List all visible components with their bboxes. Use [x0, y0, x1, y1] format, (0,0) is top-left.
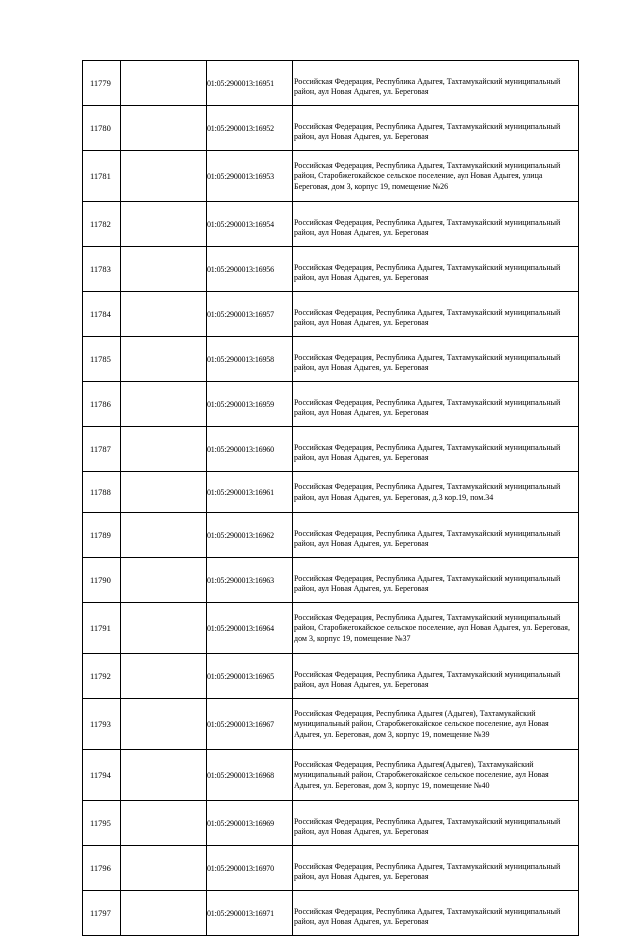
cadastral-number: 01:05:2900013:16958 — [207, 337, 293, 382]
row-number: 11792 — [83, 654, 121, 699]
row-number: 11794 — [83, 750, 121, 801]
row-number: 11779 — [83, 61, 121, 106]
registry-table — [82, 60, 579, 936]
table-row — [83, 427, 579, 472]
row-number: 11795 — [83, 801, 121, 846]
table-row — [83, 558, 579, 603]
cadastral-number: 01:05:2900013:16968 — [207, 750, 293, 801]
table-row — [83, 603, 579, 654]
empty-cell — [121, 61, 207, 106]
cadastral-number: 01:05:2900013:16956 — [207, 247, 293, 292]
empty-cell — [121, 513, 207, 558]
cadastral-number: 01:05:2900013:16960 — [207, 427, 293, 472]
empty-cell — [121, 427, 207, 472]
address: Российская Федерация, Республика Адыгея, Тахтамукайский муниципальный район, аул Новая Адыгея, ул. Береговая — [293, 801, 579, 846]
row-number: 11787 — [83, 427, 121, 472]
table-row — [83, 846, 579, 891]
empty-cell — [121, 247, 207, 292]
row-number: 11797 — [83, 891, 121, 936]
row-number: 11793 — [83, 699, 121, 750]
cadastral-number: 01:05:2900013:16962 — [207, 513, 293, 558]
address: Российская Федерация, Республика Адыгея, Тахтамукайский муниципальный район, Старобжегокайское сельское поселение, аул Новая Адыгея, ул. Береговая, дом 3, корпус 19, помещение №37 — [293, 603, 579, 654]
table-row — [83, 801, 579, 846]
empty-cell — [121, 558, 207, 603]
empty-cell — [121, 202, 207, 247]
address: Российская Федерация, Республика Адыгея, Тахтамукайский муниципальный район, аул Новая Адыгея, ул. Береговая — [293, 891, 579, 936]
cadastral-number: 01:05:2900013:16959 — [207, 382, 293, 427]
table-row — [83, 247, 579, 292]
cadastral-number: 01:05:2900013:16952 — [207, 106, 293, 151]
row-number: 11789 — [83, 513, 121, 558]
cadastral-number: 01:05:2900013:16967 — [207, 699, 293, 750]
cadastral-number: 01:05:2900013:16963 — [207, 558, 293, 603]
cadastral-number: 01:05:2900013:16971 — [207, 891, 293, 936]
empty-cell — [121, 846, 207, 891]
table-row — [83, 513, 579, 558]
address: Российская Федерация, Республика Адыгея, Тахтамукайский муниципальный район, аул Новая Адыгея, ул. Береговая — [293, 106, 579, 151]
table-row — [83, 382, 579, 427]
address: Российская Федерация, Республика Адыгея, Тахтамукайский муниципальный район, аул Новая Адыгея, ул. Береговая — [293, 337, 579, 382]
address: Российская Федерация, Республика Адыгея, Тахтамукайский муниципальный район, аул Новая Адыгея, ул. Береговая — [293, 513, 579, 558]
table-row — [83, 202, 579, 247]
table-row — [83, 61, 579, 106]
table-row — [83, 654, 579, 699]
empty-cell — [121, 292, 207, 337]
address: Российская Федерация, Республика Адыгея, Тахтамукайский муниципальный район, аул Новая Адыгея, ул. Береговая — [293, 61, 579, 106]
empty-cell — [121, 654, 207, 699]
empty-cell — [121, 699, 207, 750]
address: Российская Федерация, Республика Адыгея, Тахтамукайский муниципальный район, Старобжегокайское сельское поселение, аул Новая Адыгея, улица Береговая, дом 3, корпус 19, помещение №26 — [293, 151, 579, 202]
row-number: 11786 — [83, 382, 121, 427]
cadastral-number: 01:05:2900013:16969 — [207, 801, 293, 846]
table-row — [83, 151, 579, 202]
table-row — [83, 292, 579, 337]
table-row — [83, 750, 579, 801]
table-row — [83, 472, 579, 513]
address: Российская Федерация, Республика Адыгея, Тахтамукайский муниципальный район, аул Новая Адыгея, ул. Береговая — [293, 202, 579, 247]
row-number: 11784 — [83, 292, 121, 337]
row-number: 11781 — [83, 151, 121, 202]
empty-cell — [121, 891, 207, 936]
row-number: 11790 — [83, 558, 121, 603]
row-number: 11783 — [83, 247, 121, 292]
table-row — [83, 337, 579, 382]
empty-cell — [121, 337, 207, 382]
row-number: 11782 — [83, 202, 121, 247]
cadastral-number: 01:05:2900013:16953 — [207, 151, 293, 202]
address: Российская Федерация, Республика Адыгея, Тахтамукайский муниципальный район, аул Новая Адыгея, ул. Береговая — [293, 558, 579, 603]
address: Российская Федерация, Республика Адыгея, Тахтамукайский муниципальный район, аул Новая Адыгея, ул. Береговая — [293, 382, 579, 427]
empty-cell — [121, 106, 207, 151]
cadastral-number: 01:05:2900013:16965 — [207, 654, 293, 699]
row-number: 11785 — [83, 337, 121, 382]
row-number: 11791 — [83, 603, 121, 654]
empty-cell — [121, 472, 207, 513]
row-number: 11788 — [83, 472, 121, 513]
address: Российская Федерация, Республика Адыгея, Тахтамукайский муниципальный район, аул Новая Адыгея, ул. Береговая, д.3 кор.19, пом.34 — [293, 472, 579, 513]
table-row — [83, 891, 579, 936]
address: Российская Федерация, Республика Адыгея, Тахтамукайский муниципальный район, аул Новая Адыгея, ул. Береговая — [293, 427, 579, 472]
address: Российская Федерация, Республика Адыгея, Тахтамукайский муниципальный район, аул Новая Адыгея, ул. Береговая — [293, 292, 579, 337]
empty-cell — [121, 151, 207, 202]
address: Российская Федерация, Республика Адыгея(Адыгея), Тахтамукайский муниципальный район, Старобжегокайское сельское поселение, аул Новая Адыгея, ул. Береговая, дом 3, корпус 19, помещение №40 — [293, 750, 579, 801]
address: Российская Федерация, Республика Адыгея (Адыгея), Тахтамукайский муниципальный район, Старобжегокайское сельское поселение, аул Новая Адыгея, ул. Береговая, дом 3, корпус 19, помещение №39 — [293, 699, 579, 750]
table-row — [83, 699, 579, 750]
address: Российская Федерация, Республика Адыгея, Тахтамукайский муниципальный район, аул Новая Адыгея, ул. Береговая — [293, 846, 579, 891]
row-number: 11780 — [83, 106, 121, 151]
cadastral-number: 01:05:2900013:16961 — [207, 472, 293, 513]
empty-cell — [121, 801, 207, 846]
cadastral-number: 01:05:2900013:16957 — [207, 292, 293, 337]
empty-cell — [121, 750, 207, 801]
table-row — [83, 106, 579, 151]
cadastral-number: 01:05:2900013:16964 — [207, 603, 293, 654]
empty-cell — [121, 603, 207, 654]
address: Российская Федерация, Республика Адыгея, Тахтамукайский муниципальный район, аул Новая Адыгея, ул. Береговая — [293, 654, 579, 699]
row-number: 11796 — [83, 846, 121, 891]
cadastral-number: 01:05:2900013:16970 — [207, 846, 293, 891]
address: Российская Федерация, Республика Адыгея, Тахтамукайский муниципальный район, аул Новая Адыгея, ул. Береговая — [293, 247, 579, 292]
cadastral-number: 01:05:2900013:16954 — [207, 202, 293, 247]
empty-cell — [121, 382, 207, 427]
cadastral-number: 01:05:2900013:16951 — [207, 61, 293, 106]
